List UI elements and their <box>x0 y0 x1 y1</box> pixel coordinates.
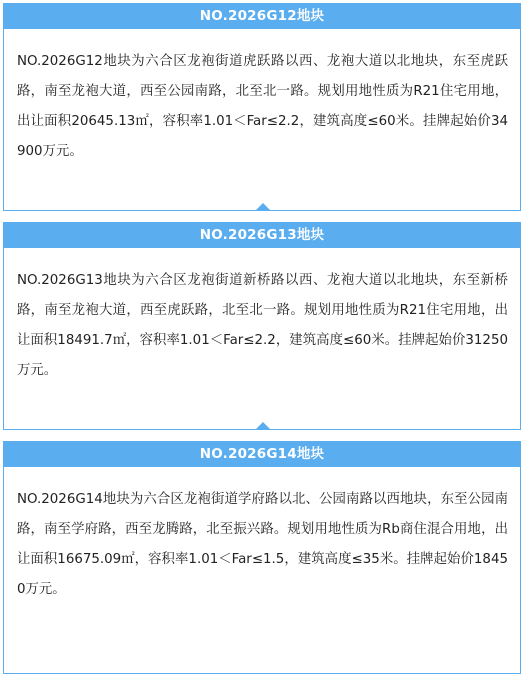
parcel-title: NO.2026G12地块 <box>3 3 521 29</box>
parcel-title: NO.2026G13地块 <box>3 222 521 248</box>
parcel-description: NO.2026G14地块为六合区龙袍街道学府路以北、公园南路以西地块，东至公园南路，南至学府路，西至龙腾路，北至振兴路。规划用地性质为Rb商住混合用地，出让面积16675.09㎡，容积率1.01＜Far≤1.5，建筑高度≤35米。挂牌起始价18450万元。 <box>17 492 508 597</box>
parcel-title: NO.2026G14地块 <box>3 441 521 467</box>
parcel-description: NO.2026G12地块为六合区龙袍街道虎跃路以西、龙袍大道以北地块，东至虎跃路，南至龙袍大道，西至公园南路，北至北一路。规划用地性质为R21住宅用地，出让面积20645.13㎡，容积率1.01＜Far≤2.2，建筑高度≤60米。挂牌起始价34900万元。 <box>17 54 508 159</box>
pointer-triangle-icon <box>255 422 271 430</box>
parcel-description-box <box>3 467 521 674</box>
parcel-card-g14 <box>3 441 521 674</box>
parcel-description-box <box>3 29 521 211</box>
pointer-triangle-icon <box>255 203 271 211</box>
parcel-description: NO.2026G13地块为六合区龙袍街道新桥路以西、龙袍大道以北地块，东至新桥路，南至龙袍大道，西至虎跃路，北至北一路。规划用地性质为R21住宅用地，出让面积18491.7㎡，容积率1.01＜Far≤2.2，建筑高度≤60米。挂牌起始价31250万元。 <box>17 273 508 378</box>
parcel-card-g12 <box>3 3 521 211</box>
parcel-description-box <box>3 248 521 430</box>
parcel-card-g13 <box>3 222 521 430</box>
